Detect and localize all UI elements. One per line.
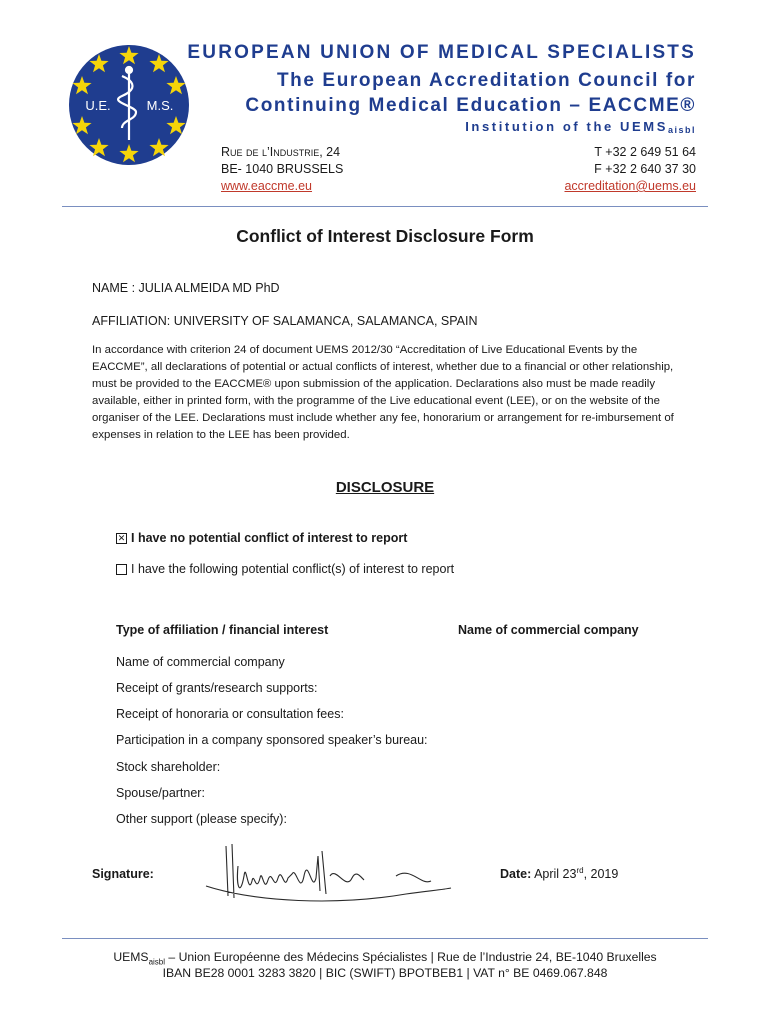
- list-item: Receipt of honoraria or consultation fees:: [116, 707, 344, 721]
- institution-main: Institution of the UEMS: [465, 119, 668, 134]
- contact-block: [564, 144, 696, 195]
- column-type-header: Type of affiliation / financial interest: [116, 623, 329, 637]
- date-field: [500, 866, 618, 881]
- list-item: Participation in a company sponsored speaker’s bureau:: [116, 733, 428, 747]
- form-title: Conflict of Interest Disclosure Form: [236, 226, 534, 246]
- council-title-line1: The European Accreditation Council for: [276, 70, 696, 91]
- disclosure-heading: DISCLOSURE: [335, 479, 435, 496]
- org-title: EUROPEAN UNION OF MEDICAL SPECIALISTS: [187, 42, 696, 63]
- footer-org: UEMS: [113, 950, 149, 964]
- address-block: [221, 144, 343, 195]
- institution-sub: aisbl: [667, 125, 696, 135]
- option-conflict[interactable]: [116, 562, 454, 576]
- email-link[interactable]: accreditation@uems.eu: [564, 179, 696, 193]
- name-line: NAME : JULIA ALMEIDA MD PhD: [92, 281, 280, 295]
- footer-line1: [0, 950, 770, 966]
- footer-divider: [62, 938, 708, 939]
- handwritten-signature: [196, 836, 456, 916]
- council-title-line2: Continuing Medical Education – EACCME®: [245, 95, 696, 116]
- unchecked-checkbox-icon[interactable]: [116, 564, 127, 575]
- criterion-paragraph: In accordance with criterion 24 of document UEMS 2012/30 “Accreditation of Live Educational Events by the EACCME”, all declarations of potential or actual conflicts of interest, whether due to a financial or other relationship, must be provided to the EACCME® upon submission of the application. Declarations also must be made readily available, either in printed form, with the programme of the Live educational event (LEE), or on the website of the organiser of the LEE. Declarations must include whether any fee, honorarium or arrangement for re-imbursement of expenses in relation to the LEE has been provided.: [92, 344, 674, 441]
- uems-logo: [64, 40, 194, 170]
- footer-address: – Union Européenne des Médecins Spécialistes | Rue de l’Industrie 24, BE-1040 Bruxelles: [165, 950, 657, 964]
- city-address: BE- 1040 BRUSSELS: [221, 162, 344, 176]
- list-item: Stock shareholder:: [116, 760, 221, 774]
- list-item: Name of commercial company: [116, 655, 285, 669]
- website-link[interactable]: www.eaccme.eu: [221, 179, 313, 193]
- checked-checkbox-icon[interactable]: ✕: [117, 532, 126, 543]
- list-item: Other support (please specify):: [116, 812, 287, 826]
- option-conflict-label: I have the following potential conflict(s) of interest to report: [131, 562, 455, 576]
- institution-line: [465, 119, 696, 135]
- date-year: , 2019: [583, 867, 619, 882]
- column-company-header: Name of commercial company: [458, 623, 639, 637]
- fax-number: F +32 2 640 37 30: [594, 162, 696, 176]
- date-label: Date:: [500, 867, 532, 882]
- signature-label: Signature:: [92, 867, 154, 881]
- footer-line2: IBAN BE28 0001 3283 3820 | BIC (SWIFT) BPOTBEB1 | VAT n° BE 0469.067.848: [162, 966, 608, 980]
- date-suffix: rd: [576, 866, 584, 875]
- option-no-conflict-label: I have no potential conflict of interest to report: [131, 531, 408, 545]
- date-value: April 23: [534, 867, 577, 882]
- header-divider: [62, 206, 708, 207]
- logo-left-text: U.E.: [85, 98, 111, 113]
- list-item: Spouse/partner:: [116, 786, 205, 800]
- street-address: Rue de l’Industrie, 24: [221, 145, 341, 159]
- affiliation-line: AFFILIATION: UNIVERSITY OF SALAMANCA, SALAMANCA, SPAIN: [92, 314, 478, 328]
- option-no-conflict[interactable]: [116, 531, 407, 545]
- logo-right-text: M.S.: [146, 98, 174, 113]
- list-item: Receipt of grants/research supports:: [116, 681, 318, 695]
- phone-number: T +32 2 649 51 64: [594, 145, 696, 159]
- footer-org-sub: aisbl: [148, 957, 166, 967]
